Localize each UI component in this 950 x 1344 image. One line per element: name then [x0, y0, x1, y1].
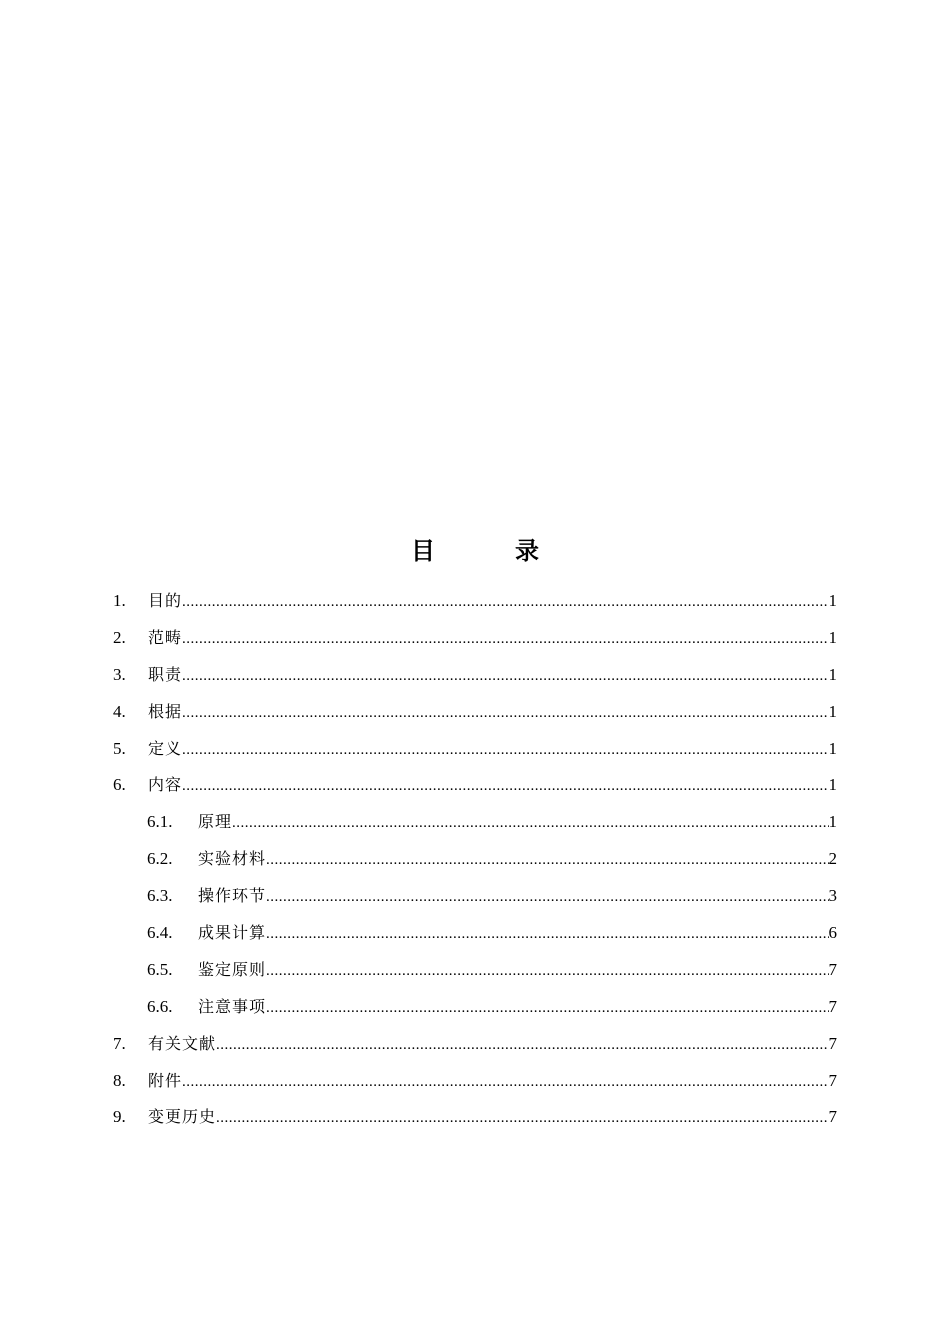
toc-entry-page: 7 [828, 996, 837, 1016]
toc-entry-page: 1 [828, 591, 837, 610]
toc-entry-number: 6.2. [147, 849, 173, 869]
toc-entry-page: 7 [828, 1070, 837, 1090]
toc-entry-page: 6 [828, 923, 837, 943]
toc-entry-page: 1 [828, 627, 837, 647]
toc-entry-title: 范畴 [148, 627, 183, 647]
toc-entry-basis[interactable] [113, 694, 837, 731]
toc-entry-title: 成果计算 [198, 923, 267, 943]
toc-entry-page: 7 [828, 959, 837, 979]
toc-entry-title: 职责 [148, 664, 183, 684]
toc-entry-title: 注意事项 [198, 996, 267, 1016]
toc-entry-number: 6. [113, 775, 126, 795]
toc-leader-dots [216, 1027, 828, 1064]
toc-entry-page: 1 [828, 701, 837, 721]
toc-title: 目 录 [411, 537, 567, 565]
toc-entry-title: 内容 [148, 775, 183, 795]
toc-entry-number: 9. [113, 1107, 126, 1127]
toc-entry-page: 1 [828, 775, 837, 795]
toc-leader-dots [182, 768, 828, 805]
toc-entry-title: 原理 [198, 812, 233, 832]
toc-entry-number: 3. [113, 664, 126, 684]
toc-entry-responsibilities[interactable] [113, 657, 837, 694]
toc-entry-title: 实验材料 [198, 849, 267, 869]
toc-entry-principle[interactable] [113, 804, 837, 841]
toc-entry-number: 6.1. [147, 812, 173, 832]
toc-leader-dots [266, 842, 828, 879]
toc-entry-page: 7 [828, 1033, 837, 1053]
table-of-contents [113, 583, 837, 1136]
toc-entry-title: 鉴定原则 [198, 959, 267, 979]
toc-entry-number: 2. [113, 627, 126, 647]
toc-entry-number: 6.5. [147, 959, 173, 979]
toc-entry-definitions[interactable] [113, 731, 837, 768]
toc-leader-dots [266, 953, 828, 990]
toc-leader-dots [266, 990, 828, 1027]
toc-leader-dots [182, 621, 828, 658]
toc-entry-title: 目的 [148, 591, 183, 610]
toc-entry-criteria[interactable] [113, 952, 837, 989]
toc-entry-page: 1 [828, 812, 837, 832]
toc-entry-references[interactable] [113, 1026, 837, 1063]
toc-entry-page: 1 [828, 738, 837, 758]
toc-entry-title: 根据 [148, 701, 183, 721]
toc-entry-notes[interactable] [113, 989, 837, 1026]
toc-leader-dots [182, 658, 828, 695]
toc-entry-title: 变更历史 [148, 1107, 217, 1127]
toc-entry-attachments[interactable] [113, 1063, 837, 1100]
toc-entry-number: 5. [113, 738, 126, 758]
toc-entry-scope[interactable] [113, 620, 837, 657]
toc-entry-number: 6.6. [147, 996, 173, 1016]
toc-leader-dots [266, 879, 828, 916]
toc-entry-content[interactable] [113, 767, 837, 804]
toc-entry-number: 6.3. [147, 886, 173, 906]
toc-entry-number: 8. [113, 1070, 126, 1090]
toc-leader-dots [266, 916, 828, 953]
toc-entry-number: 6.4. [147, 923, 173, 943]
toc-leader-dots [182, 695, 828, 732]
toc-leader-dots [232, 805, 828, 842]
toc-entry-number: 4. [113, 701, 126, 721]
toc-entry-page: 3 [828, 886, 837, 906]
toc-entry-page: 7 [828, 1107, 837, 1127]
toc-entry-title: 附件 [148, 1070, 183, 1090]
toc-leader-dots [182, 584, 828, 621]
toc-entry-title: 有关文献 [148, 1033, 217, 1053]
toc-leader-dots [216, 1100, 828, 1137]
toc-entry-purpose[interactable] [113, 583, 837, 620]
toc-entry-materials[interactable] [113, 841, 837, 878]
toc-entry-number: 1. [113, 591, 126, 610]
toc-leader-dots [182, 732, 828, 769]
toc-entry-page: 2 [828, 849, 837, 869]
toc-entry-calculation[interactable] [113, 915, 837, 952]
toc-leader-dots [182, 1064, 828, 1101]
toc-entry-title: 操作环节 [198, 886, 267, 906]
toc-entry-page: 1 [828, 664, 837, 684]
toc-entry-title: 定义 [148, 738, 183, 758]
toc-entry-procedure[interactable] [113, 878, 837, 915]
toc-entry-change-history[interactable] [113, 1099, 837, 1136]
toc-entry-number: 7. [113, 1033, 126, 1053]
